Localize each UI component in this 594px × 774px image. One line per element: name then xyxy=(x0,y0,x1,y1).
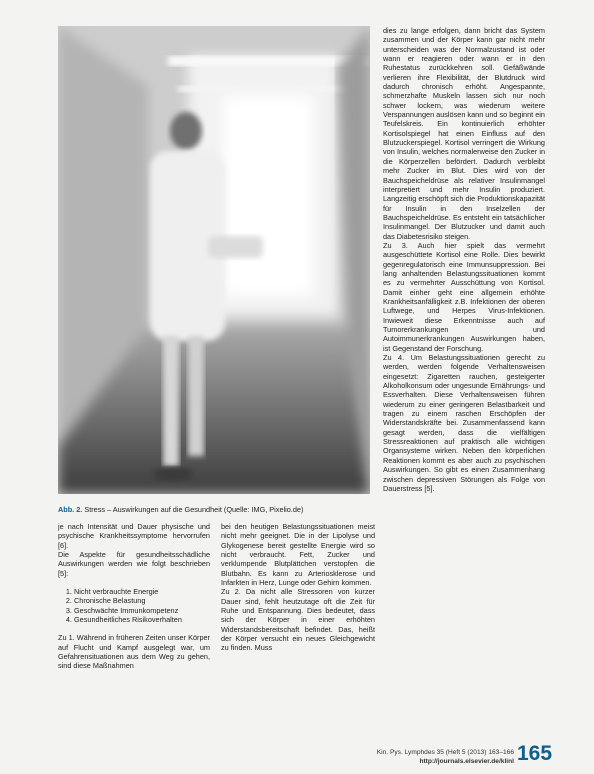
paragraph: Zu 2. Da nicht alle Stressoren von kurzer Dauer sind, fehlt heutzutage oft die Zeit für Ruhe und Entspannung. Dies bedeutet, dass sich der Körper in einer erhöhten Widerstandsbereitschaft befindet. Das, heißt der Körper versucht ein neues Gleichgewicht zu finden. Muss xyxy=(221,587,375,653)
aspect-list xyxy=(58,587,210,624)
figure-label: Abb. 2. xyxy=(58,505,83,514)
page-number: 165 xyxy=(517,742,553,765)
list-item: 4. Gesundheitliches Risikoverhalten xyxy=(74,615,210,624)
list-item: 1. Nicht verbrauchte Energie xyxy=(74,587,210,596)
text-column-1 xyxy=(58,522,210,671)
paragraph: Zu 4. Um Belastungssituationen gerecht zu werden, werden folgende Verhaltensweisen eingesetzt: Zigaretten rauchen, gesteigerter Alkoholkonsum oder ungesunde Ernährungs- und Essverhalten. Diese Verhaltensweisen führen wiederum zu einer geringeren Belastbarkeit und tragen zu einem raschen Erschöpfen der Widerstandskräfte bei. Zusammenfassend kann gesagt werden, dass die vielfältigen Stressreaktionen auf praktisch alle wichtigen Organsysteme wirken. Neben den körperlichen Reaktionen kommt es aber auch zu psychischen Auswirkungen. So gibt es einen Zusammenhang zwischen depressiven Störungen als Folge von Dauerstress [5]. xyxy=(383,353,545,493)
paragraph: bei den heutigen Belastungssituationen meist nicht mehr geeignet. Die in der Lipolyse und Glykogenese bereit gestellte Energie wird so nicht verbraucht. Fett, Zucker und verklumpende Blutplättchen verstopfen die Blutbahn. Es kann zu Arteriosklerose und Infarkten in Herz, Lunge oder Gehirn kommen. xyxy=(221,522,375,588)
paragraph: dies zu lange erfolgen, dann bricht das System zusammen und der Körper kann gar nicht mehr unterscheiden was der Normalzustand ist oder wann er reagieren oder wann er in den Ruhestatus zurückkehren soll. Gefäßwände verlieren ihre Flexibilität, der Blutdruck wird dadurch chronisch erhöht. Angespannte, schmerzhafte Muskeln lassen sich nur noch schwer lockern, was wiederum weitere Verspannungen auslösen kann und so beginnt ein Teufelskreis. Ein kontinuierlich erhöhter Kortisolspiegel hat einen Einfluss auf den Blutzuckerspiegel. Kortisol verringert die Wirkung von Insulin, welches normalerweise den Zucker in die Körperzellen befördert. Dadurch verbleibt mehr Zucker im Blut. Dies wird von der Bauchspeicheldrüse als relativer Insulinmangel interpretiert und mehr Insulin produziert. Langzeitig erschöpft sich die Produktionskapazität für Insulin in den Inselzellen der Bauchspeicheldrüse. Es entsteht ein tatsächlicher Insulinmangel. Der Blutzucker und damit auch das Diabetesrisiko steigen. xyxy=(383,26,545,241)
paragraph: Die Aspekte für gesundheitsschädliche Auswirkungen werden wie folgt beschrieben [5]: xyxy=(58,550,210,578)
journal-url[interactable]: http://journals.elsevier.de/klinl xyxy=(419,757,514,765)
journal-citation xyxy=(377,749,514,766)
citation-text: Kin. Pys. Lymphdes 35 (Heft 5 (2013) 163–166 xyxy=(376,749,514,756)
text-column-3 xyxy=(383,26,545,493)
figure-caption xyxy=(58,505,378,514)
figure-caption-text: Stress – Auswirkungen auf die Gesundheit (Quelle: IMG, Pixelio.de) xyxy=(84,505,304,514)
paragraph: Zu 3. Auch hier spielt das vermehrt ausgeschüttete Kortisol eine Rolle. Dies bewirkt gegenregulatorisch eine Immunsuppression. Bei lang anhaltenden Belastungssituationen kommt es zu vermehrter Ausschüttung von Kortisol. Damit einher geht eine allgemein erhöhte Krankheitsanfälligkeit z.B. Infektionen der oberen Luftwege, und Herpes Virus-Infektionen. Inwieweit diese Erkenntnisse auch auf Tumorerkrankungen und Autoimmunerkrankungen Auswirkungen haben, ist Gegenstand der Forschung. xyxy=(383,240,545,353)
list-item: 2. Chronische Belastung xyxy=(74,596,210,605)
list-item: 3. Geschwächte Immunkompetenz xyxy=(74,606,210,615)
paragraph: je nach Intensität und Dauer physische und psychische Krankheitssymptome hervorrufen [6]. xyxy=(58,522,210,550)
photo-illustration xyxy=(58,26,370,494)
paragraph: Zu 1. Während in früheren Zeiten unser Körper auf Flucht und Kampf ausgelegt war, um Gefahrensituationen aus dem Weg zu gehen, sind diese Maßnahmen xyxy=(58,633,210,671)
text-column-2 xyxy=(221,522,375,653)
figure-photo xyxy=(58,26,370,494)
